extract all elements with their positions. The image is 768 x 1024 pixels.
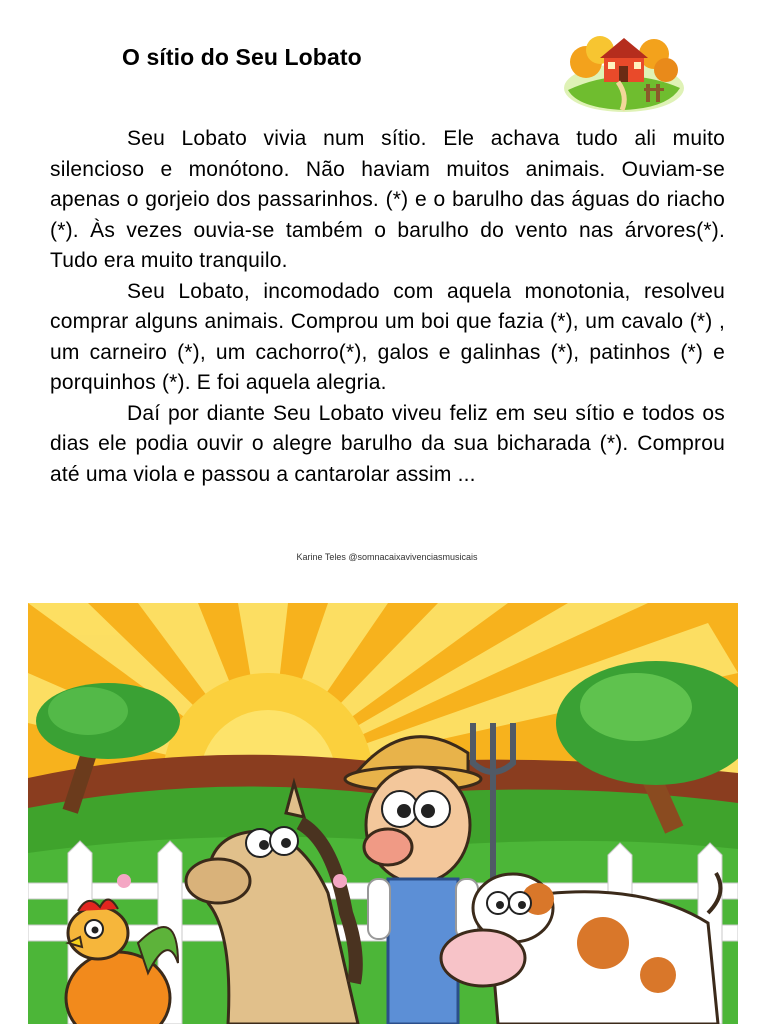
author-credit: Karine Teles @somnacaixavivenciasmusicais <box>296 552 478 562</box>
story-text <box>50 124 725 490</box>
farm-scene-illustration <box>28 603 738 1024</box>
farmhouse-illustration <box>558 22 688 116</box>
story-paragraph-3: Daí por diante Seu Lobato viveu feliz em seu sítio e todos os dias ele podia ouvir o alegre barulho da sua bicharada (*). Comprou até uma viola e passou a cantarolar assim ... <box>50 401 725 486</box>
story-paragraph-2: Seu Lobato, incomodado com aquela monotonia, resolveu comprar alguns animais. Comprou um boi que fazia (*), um cavalo (*) , um carneiro (*), um cachorro(*), galos e galinhas (*), patinhos (*) e porquinhos (*). E foi aquela alegria. <box>50 279 725 394</box>
page-title: O sítio do Seu Lobato <box>122 44 362 70</box>
story-paragraph-1: Seu Lobato vivia num sítio. Ele achava tudo ali muito silencioso e monótono. Não haviam muitos animais. Ouviam-se apenas o gorjeio dos passarinhos. (*) e o barulho das águas do riacho (*). Às vezes ouvia-se também o barulho do vento nas árvores(*). Tudo era muito tranquilo. <box>50 127 725 272</box>
